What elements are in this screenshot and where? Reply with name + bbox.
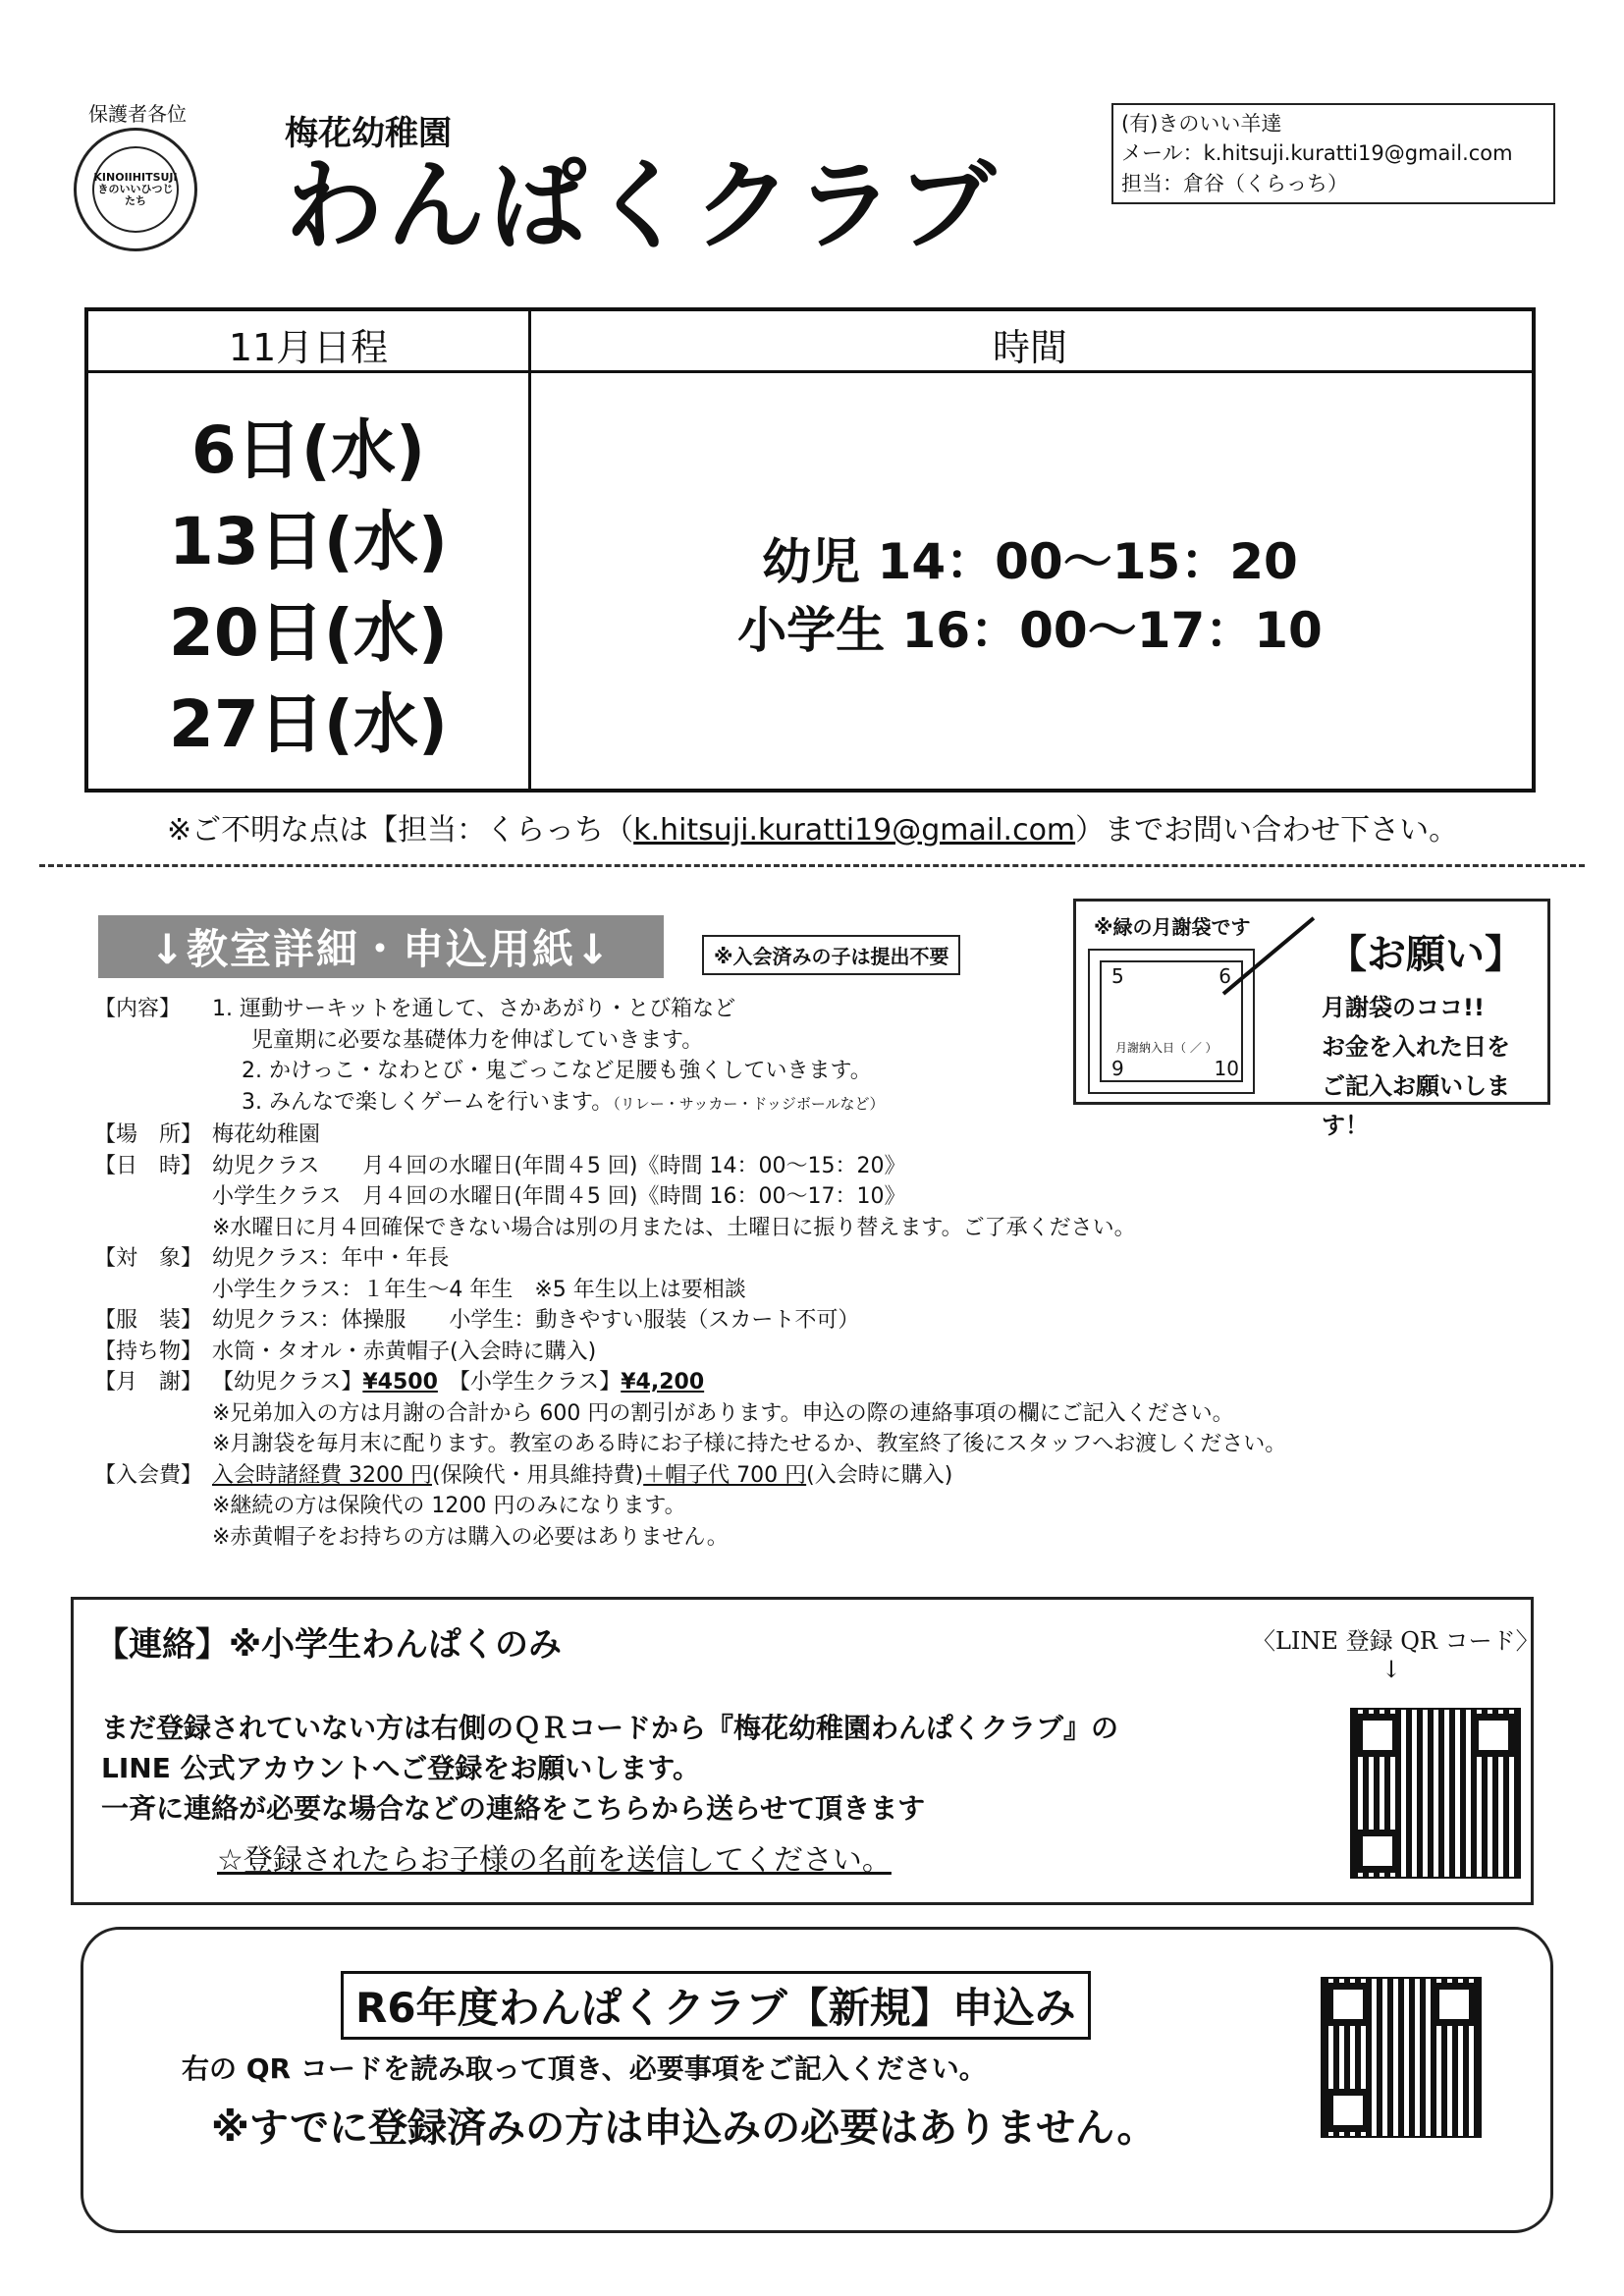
request-line: ご記入お願いします！ xyxy=(1322,1072,1510,1139)
new-application-title: R6年度わんぱくクラブ【新規】申込み xyxy=(341,1971,1091,2040)
bag-label: 6 xyxy=(1218,964,1231,988)
qr-caption xyxy=(1252,1621,1540,1683)
entry-label: 【入会費】 xyxy=(94,1462,203,1488)
company-contact: 担当：倉谷（くらっち） xyxy=(1121,171,1348,195)
content-label: 【内容】 xyxy=(94,997,182,1021)
fee-note: ※月謝袋を毎月末に配ります。教室のある時にお子様に持たせるか、教室終了後にスタッフへお渡しください。 xyxy=(212,1432,1287,1456)
date-item: 6日(水) xyxy=(190,412,426,488)
company-logo xyxy=(74,128,197,251)
target-line: 小学生クラス：１年生～4 年生 ※5 年生以上は要相談 xyxy=(212,1277,746,1302)
company-info xyxy=(1111,103,1555,204)
new-application-note: ※すでに登録済みの方は申込みの必要はありません。 xyxy=(211,2105,1157,2151)
schedule-dates xyxy=(88,405,528,770)
time-item: 小学生 16：00～17：10 xyxy=(737,602,1323,659)
time-item: 幼児 14：00～15：20 xyxy=(762,533,1298,590)
line-qr-code[interactable] xyxy=(1350,1708,1521,1879)
hat-fee-note: (入会時に購入) xyxy=(806,1462,953,1488)
entry-fee-note: (保険代・用具維持費) xyxy=(431,1462,644,1488)
inquiry-post: ）までお問い合わせ下さい。 xyxy=(1075,813,1459,847)
request-line: お金を入れた日を xyxy=(1322,1033,1510,1061)
content-small: （リレー・サッカー・ドッジボールなど） xyxy=(613,1094,885,1113)
content-line: 児童期に必要な基礎体力を伸ばしていきます。 xyxy=(251,1027,704,1053)
contact-line: LINE 公式アカウントへご登録をお願いします。 xyxy=(101,1752,701,1784)
date-line: ※水曜日に月４回確保できない場合は別の月または、土曜日に振り替えます。ご了承ください。 xyxy=(212,1215,1136,1240)
application-qr-code[interactable] xyxy=(1321,1977,1482,2138)
items-value: 水筒・タオル・赤黄帽子(入会時に購入) xyxy=(212,1339,597,1364)
entry-fee: 入会時諸経費 3200 円 xyxy=(212,1462,432,1488)
cut-line-divider xyxy=(39,864,1585,867)
date-item: 20日(水) xyxy=(168,595,449,671)
fee-label: 【月 謝】 xyxy=(94,1370,203,1394)
clothes-value: 幼児クラス：体操服 小学生：動きやすい服装（スカート不可） xyxy=(212,1308,860,1333)
fee-note: ※兄弟加入の方は月謝の合計から 600 円の割引があります。申込の際の連絡事項の欄にご記入ください。 xyxy=(212,1400,1234,1426)
inquiry-note xyxy=(167,805,1458,848)
date-column-header: 11月日程 xyxy=(228,326,389,369)
submit-note: ※入会済みの子は提出不要 xyxy=(702,935,960,975)
entry-note: ※継続の方は保険代の 1200 円のみになります。 xyxy=(212,1494,686,1518)
date-label: 【日 時】 xyxy=(94,1153,203,1178)
section-title: ↓教室詳細・申込用紙↓ xyxy=(98,915,664,978)
content-line: 3. みんなで楽しくゲームを行います。 xyxy=(242,1089,614,1115)
time-column-header: 時間 xyxy=(992,326,1067,369)
request-line: 月謝袋のココ!! xyxy=(1322,994,1485,1021)
contact-line: 一斉に連絡が必要な場合などの連絡をこちらから送らせて頂きます xyxy=(101,1792,926,1825)
contact-box xyxy=(71,1597,1540,1905)
schedule-times xyxy=(528,527,1532,665)
target-line: 幼児クラス：年中・年長 xyxy=(212,1246,450,1271)
company-email: メール：k.hitsuji.kuratti19@gmail.com xyxy=(1121,141,1513,166)
date-item: 13日(水) xyxy=(168,504,449,579)
hat-fee: ＋帽子代 700 円 xyxy=(643,1462,807,1488)
contact-line: まだ登録されていない方は右側のＱＲコードから『梅花幼稚園わんぱくクラブ』の xyxy=(101,1712,1119,1744)
bag-label: 10 xyxy=(1214,1057,1239,1080)
club-title: わんぱくクラブ xyxy=(285,148,1000,263)
fee-elem-label: 【小学生クラス】 xyxy=(437,1370,622,1394)
place-label: 【場 所】 xyxy=(94,1122,203,1147)
bag-label: 月謝納入日（ ／ ） xyxy=(1115,1041,1218,1055)
down-arrow-icon: ↓ xyxy=(1380,1656,1402,1683)
qr-caption-text: 〈LINE 登録 QR コード〉 xyxy=(1252,1627,1540,1655)
fee-kinder-label: 【幼児クラス】 xyxy=(212,1370,363,1394)
items-label: 【持ち物】 xyxy=(94,1339,203,1364)
audience-label: 保護者各位 xyxy=(88,102,187,126)
date-line: 幼児クラス 月４回の水曜日(年間４5 回)《時間 14：00～15：20》 xyxy=(212,1153,906,1178)
clothes-label: 【服 装】 xyxy=(94,1308,203,1333)
fee-elem-value: ¥4,200 xyxy=(621,1370,705,1394)
contact-body xyxy=(101,1708,1118,1829)
inquiry-pre: ※ご不明な点は【担当：くらっち（ xyxy=(167,813,634,847)
place-value: 梅花幼稚園 xyxy=(212,1122,321,1147)
inquiry-email-link[interactable]: k.hitsuji.kuratti19@gmail.com xyxy=(633,813,1076,847)
company-name: (有)きのいい羊達 xyxy=(1121,112,1282,136)
class-details xyxy=(94,994,1518,1553)
bag-label: 9 xyxy=(1111,1057,1124,1080)
schedule-table xyxy=(84,307,1536,793)
logo-text: KINOIIHITSUJI きのいいひつじたち xyxy=(92,146,179,233)
entry-note: ※赤黄帽子をお持ちの方は購入の必要はありません。 xyxy=(212,1524,729,1550)
request-caption: ※緑の月謝袋です xyxy=(1094,915,1251,939)
target-label: 【対 象】 xyxy=(94,1246,203,1271)
bag-label: 5 xyxy=(1111,964,1124,988)
date-item: 27日(水) xyxy=(168,686,449,762)
school-name: 梅花幼稚園 xyxy=(285,114,452,153)
content-line: 2. かけっこ・なわとび・鬼ごっこなど足腰も強くしていきます。 xyxy=(242,1059,872,1083)
new-application-box xyxy=(81,1927,1553,2233)
fee-kinder-value: ¥4500 xyxy=(362,1370,438,1394)
contact-title: 【連絡】※小学生わんぱくのみ xyxy=(95,1625,563,1665)
content-line: 1. 運動サーキットを通して、さかあがり・とび箱など xyxy=(212,997,736,1021)
new-application-instruction: 右の QR コードを読み取って頂き、必要事項をご記入ください。 xyxy=(182,2052,987,2085)
date-line: 小学生クラス 月４回の水曜日(年間４5 回)《時間 16：00～17：10》 xyxy=(212,1184,906,1209)
contact-send-name-note: ☆登録されたらお子様の名前を送信してください。 xyxy=(217,1843,892,1878)
request-title: 【お願い】 xyxy=(1327,932,1524,977)
